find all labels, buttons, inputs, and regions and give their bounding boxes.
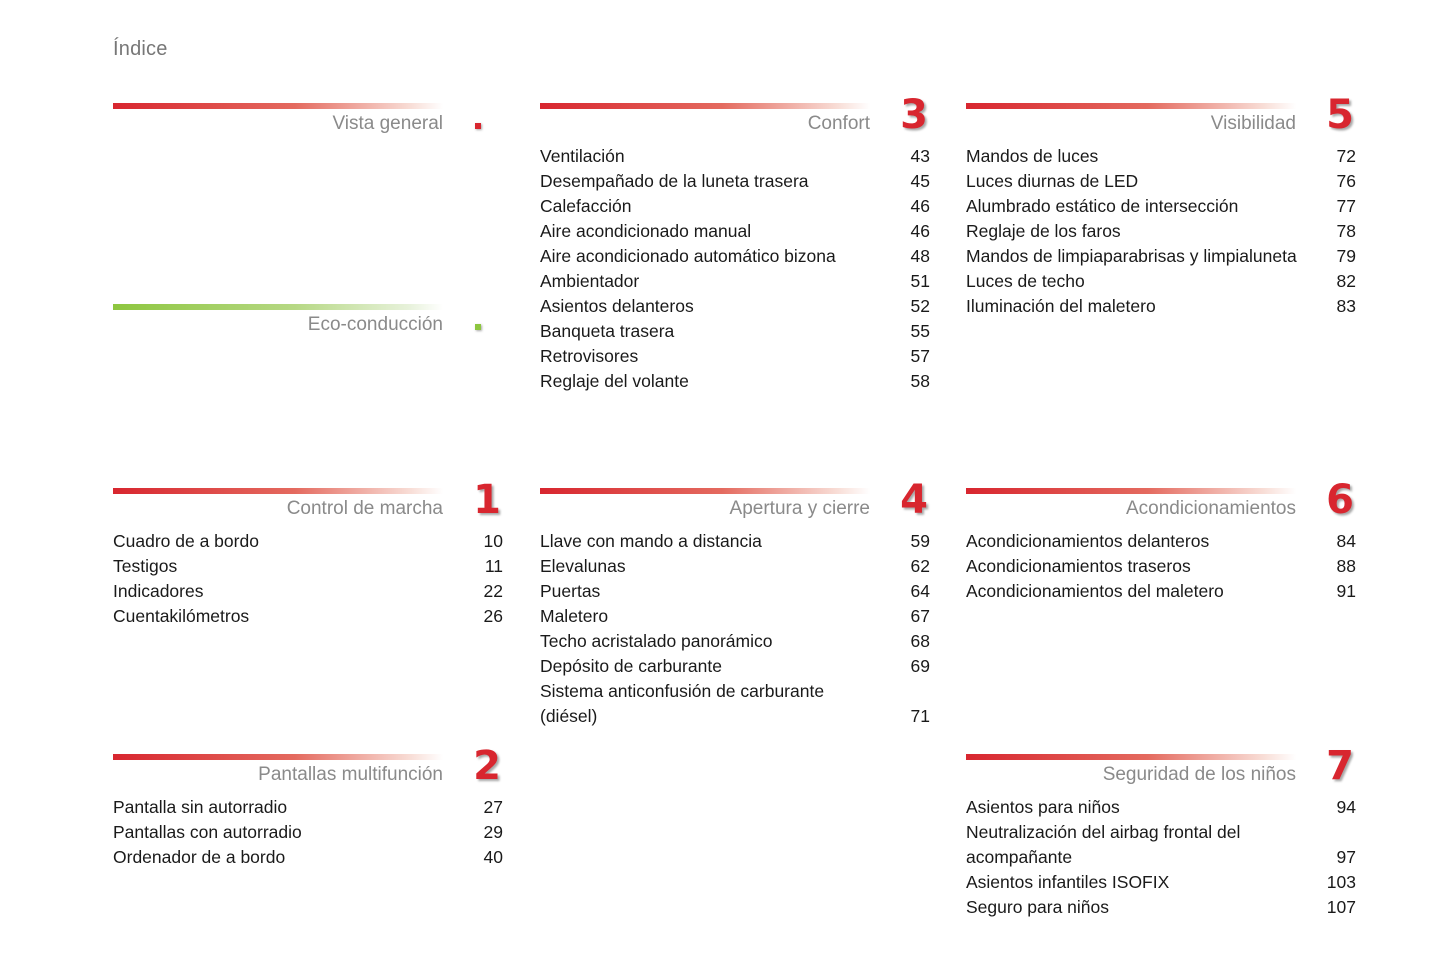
toc-entry[interactable]	[540, 144, 930, 169]
toc-entry[interactable]	[966, 554, 1356, 579]
toc-entry[interactable]	[113, 579, 503, 604]
toc-list	[540, 144, 930, 394]
toc-entry[interactable]	[540, 319, 930, 344]
toc-entry-label: Seguro para niños	[966, 897, 1110, 917]
toc-list	[113, 795, 503, 870]
toc-entry-label: Acondicionamientos traseros	[966, 556, 1191, 576]
section-heading[interactable]: Confort	[807, 113, 870, 134]
toc-entry-label: Acondicionamientos delanteros	[966, 531, 1210, 551]
toc-entry-label: Aire acondicionado manual	[540, 221, 752, 241]
toc-entry-label: Cuadro de a bordo	[113, 531, 259, 551]
toc-entry[interactable]	[113, 554, 503, 579]
toc-list	[966, 529, 1356, 604]
toc-entry-page: 22	[483, 581, 503, 601]
toc-entry-page: 29	[483, 822, 503, 842]
toc-entry-page: 40	[483, 847, 503, 867]
section-heading[interactable]: Apertura y cierre	[729, 498, 870, 519]
toc-entry[interactable]	[966, 219, 1356, 244]
toc-entry[interactable]	[966, 795, 1356, 820]
toc-entry[interactable]	[113, 845, 503, 870]
toc-entry-label: Reglaje de los faros	[966, 221, 1121, 241]
toc-entry-label: Luces diurnas de LED	[966, 171, 1139, 191]
toc-entry-label: Sistema anticonfusión de carburante (diésel)	[540, 681, 825, 726]
toc-entry-page: 94	[1336, 797, 1356, 817]
toc-entry[interactable]	[540, 654, 930, 679]
toc-entry[interactable]	[113, 795, 503, 820]
toc-entry-page: 46	[910, 221, 930, 241]
chapter-number: 1	[473, 477, 501, 523]
toc-entry[interactable]	[966, 244, 1356, 269]
toc-entry-page: 84	[1336, 531, 1356, 551]
toc-entry-label: Techo acristalado panorámico	[540, 631, 773, 651]
toc-entry-page: 107	[1326, 897, 1356, 917]
toc-entry-label: Mandos de luces	[966, 146, 1099, 166]
toc-entry-page: 58	[910, 371, 930, 391]
toc-entry-label: Ventilación	[540, 146, 625, 166]
toc-entry-label: Asientos delanteros	[540, 296, 694, 316]
toc-entry[interactable]	[540, 294, 930, 319]
section-divider	[113, 304, 443, 310]
toc-entry-page: 69	[910, 656, 930, 676]
toc-entry-page: 59	[910, 531, 930, 551]
toc-entry-label: Pantallas con autorradio	[113, 822, 302, 842]
toc-entry-page: 57	[910, 346, 930, 366]
toc-entry-label: Maletero	[540, 606, 609, 626]
toc-entry-label: Acondicionamientos del maletero	[966, 581, 1224, 601]
toc-entry[interactable]	[966, 529, 1356, 554]
section-heading[interactable]: Vista general	[332, 113, 443, 134]
toc-entry-page: 51	[910, 271, 930, 291]
toc-entry-label: Calefacción	[540, 196, 632, 216]
toc-entry-label: Reglaje del volante	[540, 371, 689, 391]
chapter-number: 3	[900, 92, 928, 138]
toc-entry-page: 45	[910, 171, 930, 191]
section-heading[interactable]: Seguridad de los niños	[1102, 764, 1296, 785]
toc-entry[interactable]	[966, 269, 1356, 294]
toc-entry-label: Asientos para niños	[966, 797, 1120, 817]
toc-entry-label: Alumbrado estático de intersección	[966, 196, 1239, 216]
toc-entry-page: 83	[1336, 296, 1356, 316]
toc-entry[interactable]	[966, 294, 1356, 319]
toc-entry-page: 55	[910, 321, 930, 341]
toc-entry-page: 77	[1336, 196, 1356, 216]
toc-list	[113, 529, 503, 629]
toc-entry[interactable]	[966, 579, 1356, 604]
toc-entry-label: Cuentakilómetros	[113, 606, 250, 626]
toc-entry[interactable]	[540, 344, 930, 369]
toc-entry-page: 10	[483, 531, 503, 551]
section-divider	[113, 488, 443, 494]
section-heading[interactable]: Control de marcha	[286, 498, 443, 519]
toc-entry-label: Ambientador	[540, 271, 640, 291]
chapter-number: 2	[473, 743, 501, 789]
section-divider	[113, 103, 443, 109]
chapter-number: 7	[1326, 743, 1354, 789]
toc-entry[interactable]	[113, 604, 503, 629]
toc-entry[interactable]	[540, 219, 930, 244]
toc-entry-page: 71	[910, 706, 930, 726]
chapter-number: 5	[1326, 92, 1354, 138]
toc-entry-page: 26	[483, 606, 503, 626]
toc-entry[interactable]	[966, 870, 1356, 895]
toc-entry[interactable]	[540, 529, 930, 554]
toc-entry[interactable]	[966, 820, 1356, 870]
toc-entry[interactable]	[966, 144, 1356, 169]
toc-entry-page: 82	[1336, 271, 1356, 291]
chapter-number: 4	[900, 477, 928, 523]
toc-entry-page: 27	[483, 797, 503, 817]
toc-entry-label: Aire acondicionado automático bizona	[540, 246, 836, 266]
toc-entry-page: 64	[910, 581, 930, 601]
toc-entry[interactable]	[540, 369, 930, 394]
section-divider	[113, 754, 443, 760]
toc-entry-label: Mandos de limpiaparabrisas y limpialuneta	[966, 246, 1297, 266]
section-divider	[966, 103, 1296, 109]
toc-entry-label: Ordenador de a bordo	[113, 847, 286, 867]
toc-entry-label: Banqueta trasera	[540, 321, 675, 341]
toc-entry-label: Testigos	[113, 556, 178, 576]
toc-entry-label: Desempañado de la luneta trasera	[540, 171, 809, 191]
toc-entry[interactable]	[540, 629, 930, 654]
toc-entry-page: 11	[484, 556, 503, 576]
section-heading[interactable]: Pantallas multifunción	[258, 764, 443, 785]
toc-entry[interactable]	[540, 579, 930, 604]
toc-entry[interactable]	[966, 169, 1356, 194]
toc-entry[interactable]	[540, 244, 930, 269]
toc-entry-page: 79	[1336, 246, 1356, 266]
toc-entry[interactable]	[540, 269, 930, 294]
toc-entry-label: Indicadores	[113, 581, 204, 601]
toc-entry-page: 67	[910, 606, 930, 626]
toc-entry-page: 88	[1336, 556, 1356, 576]
toc-entry-page: 43	[910, 146, 930, 166]
toc-entry[interactable]	[113, 820, 503, 845]
toc-entry-page: 52	[910, 296, 930, 316]
toc-entry-page: 97	[1336, 847, 1356, 867]
dot-red-icon	[475, 123, 481, 129]
section-heading[interactable]: Visibilidad	[1210, 113, 1296, 134]
toc-entry-label: Neutralización del airbag frontal del acompañante	[966, 822, 1241, 867]
toc-list	[540, 529, 930, 729]
toc-entry[interactable]	[540, 604, 930, 629]
toc-entry[interactable]	[966, 895, 1356, 920]
section-heading[interactable]: Acondicionamientos	[1125, 498, 1296, 519]
toc-entry-label: Iluminación del maletero	[966, 296, 1156, 316]
toc-entry[interactable]	[966, 194, 1356, 219]
dot-green-icon	[475, 324, 481, 330]
toc-entry-label: Depósito de carburante	[540, 656, 722, 676]
section-divider	[966, 754, 1296, 760]
section-divider	[966, 488, 1296, 494]
toc-entry[interactable]	[113, 529, 503, 554]
chapter-number: 6	[1326, 477, 1354, 523]
toc-entry-page: 76	[1336, 171, 1356, 191]
toc-entry-page: 48	[910, 246, 930, 266]
section-divider	[540, 103, 870, 109]
toc-entry-page: 46	[910, 196, 930, 216]
toc-entry[interactable]	[540, 554, 930, 579]
toc-entry-page: 62	[910, 556, 930, 576]
toc-entry-label: Pantalla sin autorradio	[113, 797, 288, 817]
toc-entry-label: Asientos infantiles ISOFIX	[966, 872, 1170, 892]
toc-entry-label: Retrovisores	[540, 346, 639, 366]
toc-entry[interactable]	[540, 679, 930, 729]
toc-entry-label: Luces de techo	[966, 271, 1085, 291]
toc-entry-page: 78	[1336, 221, 1356, 241]
toc-list	[966, 144, 1356, 319]
toc-entry[interactable]	[540, 169, 930, 194]
toc-entry-page: 68	[910, 631, 930, 651]
toc-entry[interactable]	[540, 194, 930, 219]
page-title: Índice	[113, 38, 168, 60]
toc-entry-page: 103	[1326, 872, 1356, 892]
section-heading[interactable]: Eco-conducción	[307, 314, 443, 335]
toc-entry-label: Elevalunas	[540, 556, 626, 576]
section-divider	[540, 488, 870, 494]
toc-entry-label: Llave con mando a distancia	[540, 531, 762, 551]
toc-entry-label: Puertas	[540, 581, 601, 601]
toc-entry-page: 91	[1336, 581, 1356, 601]
toc-entry-page: 72	[1336, 146, 1356, 166]
toc-list	[966, 795, 1356, 920]
